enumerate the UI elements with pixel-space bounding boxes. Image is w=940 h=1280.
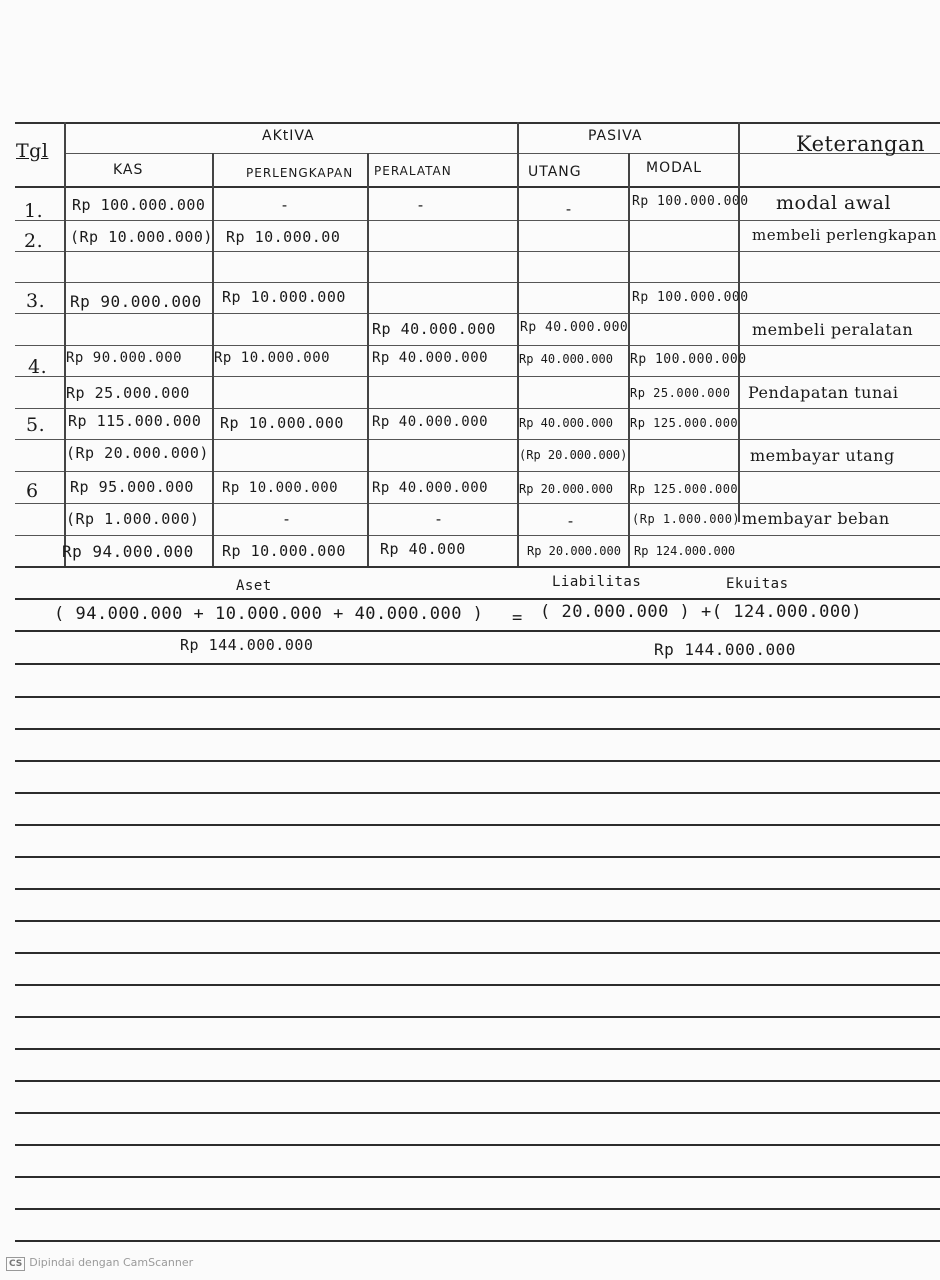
- cell-perlengkapan: Rp 10.000.00: [226, 228, 341, 246]
- cell-utang: Rp 20.000.000: [519, 482, 613, 496]
- scanner-watermark-text: Dipindai dengan CamScanner: [29, 1256, 194, 1269]
- cell-utang: -: [566, 512, 576, 530]
- header-utang: UTANG: [528, 164, 582, 180]
- liabilitas-label: Liabilitas: [552, 574, 642, 590]
- scanner-watermark: [6, 1256, 193, 1271]
- notebook-line: [15, 856, 940, 858]
- row-line: [15, 471, 940, 472]
- table-top-border: [15, 122, 940, 124]
- cell-kas: Rp 90.000.000: [66, 350, 183, 366]
- notebook-line: [15, 1016, 940, 1018]
- cell-peralatan: Rp 40.000.000: [372, 320, 496, 338]
- header-aktiva: AKtIVA: [262, 128, 315, 144]
- cell-kas: (Rp 10.000.000): [70, 228, 213, 246]
- cell-modal: (Rp 1.000.000): [632, 512, 741, 526]
- notebook-line: [15, 1144, 940, 1146]
- row-line: [15, 313, 940, 314]
- header-keterangan: Keterangan: [796, 132, 925, 156]
- notebook-line: [15, 1208, 940, 1210]
- cell-keterangan: membeli peralatan: [752, 320, 914, 339]
- notebook-line: [15, 824, 940, 826]
- notebook-line: [15, 663, 940, 665]
- row-line: [15, 439, 940, 440]
- cell-kas: Rp 95.000.000: [70, 478, 194, 496]
- header-modal: MODAL: [646, 160, 703, 176]
- notebook-line: [15, 1048, 940, 1050]
- table-bottom-border: [15, 566, 940, 568]
- col-divider-tgl: [64, 122, 66, 566]
- cell-keterangan: Pendapatan tunai: [748, 383, 899, 402]
- aset-total: Rp 144.000.000: [180, 636, 314, 654]
- cell-kas: (Rp 20.000.000): [66, 444, 209, 462]
- cell-peralatan: Rp 40.000.000: [372, 480, 489, 496]
- notebook-line: [15, 792, 940, 794]
- col-divider-modal: [738, 122, 740, 522]
- cell-modal: Rp 25.000.000: [630, 386, 731, 400]
- notebook-line: [15, 630, 940, 632]
- cell-perlengkapan: -: [280, 196, 290, 214]
- cell-peralatan: Rp 40.000.000: [372, 414, 489, 430]
- cell-kas: (Rp 1.000.000): [66, 510, 200, 528]
- cell-modal: Rp 100.000.000: [632, 194, 749, 209]
- notebook-line: [15, 760, 940, 762]
- cell-peralatan: -: [434, 510, 444, 528]
- notebook-line: [15, 920, 940, 922]
- notebook-line: [15, 1176, 940, 1178]
- header-bottom-border: [15, 186, 940, 188]
- cell-perlengkapan: -: [282, 510, 292, 528]
- notebook-line: [15, 984, 940, 986]
- cell-peralatan: Rp 40.000: [380, 540, 466, 558]
- cell-utang: Rp 40.000.000: [519, 352, 613, 366]
- notebook-line: [15, 598, 940, 600]
- notebook-line: [15, 952, 940, 954]
- row-no: 2.: [24, 230, 44, 252]
- row-no: 5.: [26, 414, 46, 436]
- cell-modal: Rp 125.000.000: [630, 416, 739, 430]
- row-line: [15, 376, 940, 377]
- cell-modal: Rp 100.000.000: [632, 290, 749, 305]
- cell-utang: Rp 40.000.000: [520, 320, 629, 335]
- cell-peralatan: Rp 40.000.000: [372, 350, 489, 366]
- row-line: [15, 251, 940, 252]
- row-no: 4.: [28, 356, 48, 378]
- cell-kas: Rp 100.000.000: [72, 196, 206, 214]
- cell-modal: Rp 125.000.000: [630, 482, 739, 496]
- cell-keterangan: membeli perlengkapan: [752, 226, 937, 244]
- notebook-line: [15, 728, 940, 730]
- cell-modal: Rp 100.000.000: [630, 352, 747, 367]
- cell-kas: Rp 94.000.000: [62, 542, 194, 561]
- equals-sign: =: [512, 608, 523, 628]
- cell-keterangan: membayar utang: [750, 446, 895, 465]
- notebook-line: [15, 696, 940, 698]
- cell-perlengkapan: Rp 10.000.000: [222, 288, 346, 306]
- aset-label: Aset: [236, 578, 272, 594]
- cell-perlengkapan: Rp 10.000.000: [222, 542, 346, 560]
- cell-keterangan: membayar beban: [742, 509, 890, 528]
- liabilitas-ekuitas-total: Rp 144.000.000: [654, 640, 796, 659]
- liabilitas-ekuitas-formula: ( 20.000.000 ) +( 124.000.000): [540, 602, 863, 622]
- col-divider-peralatan: [517, 122, 519, 566]
- header-peralatan: PERALATAN: [374, 164, 452, 178]
- row-line: [15, 535, 940, 536]
- ekuitas-label: Ekuitas: [726, 576, 789, 592]
- cell-perlengkapan: Rp 10.000.000: [214, 350, 331, 366]
- header-perlengkapan: PERLENGKAPAN: [246, 166, 354, 180]
- cell-kas: Rp 90.000.000: [70, 292, 202, 311]
- row-no: 1.: [24, 200, 44, 222]
- row-line: [15, 220, 940, 221]
- notebook-line: [15, 1240, 940, 1242]
- header-tgl: Tgl: [16, 140, 49, 162]
- col-divider-perlengkapan: [367, 153, 369, 566]
- cell-utang: Rp 40.000.000: [519, 416, 613, 430]
- notebook-line: [15, 1112, 940, 1114]
- cell-utang: -: [564, 200, 574, 218]
- aset-formula: ( 94.000.000 + 10.000.000 + 40.000.000 ): [54, 604, 484, 624]
- cell-modal: Rp 124.000.000: [634, 544, 736, 558]
- cell-utang: Rp 20.000.000: [527, 544, 621, 558]
- cell-peralatan: -: [416, 196, 426, 214]
- row-line: [15, 345, 940, 346]
- cell-perlengkapan: Rp 10.000.000: [222, 480, 339, 496]
- header-pasiva: PASIVA: [588, 128, 643, 144]
- cell-utang: (Rp 20.000.000): [519, 448, 628, 462]
- cell-keterangan: modal awal: [776, 192, 892, 214]
- row-line: [15, 503, 940, 504]
- camscanner-logo-icon: CS: [6, 1257, 25, 1271]
- row-line: [15, 282, 940, 283]
- cell-perlengkapan: Rp 10.000.000: [220, 414, 344, 432]
- header-kas: KAS: [113, 162, 144, 178]
- row-line: [15, 408, 940, 409]
- notebook-line: [15, 888, 940, 890]
- cell-kas: Rp 25.000.000: [66, 384, 190, 402]
- row-no: 6: [26, 480, 39, 502]
- notebook-line: [15, 1080, 940, 1082]
- row-no: 3.: [26, 290, 46, 312]
- cell-kas: Rp 115.000.000: [68, 412, 202, 430]
